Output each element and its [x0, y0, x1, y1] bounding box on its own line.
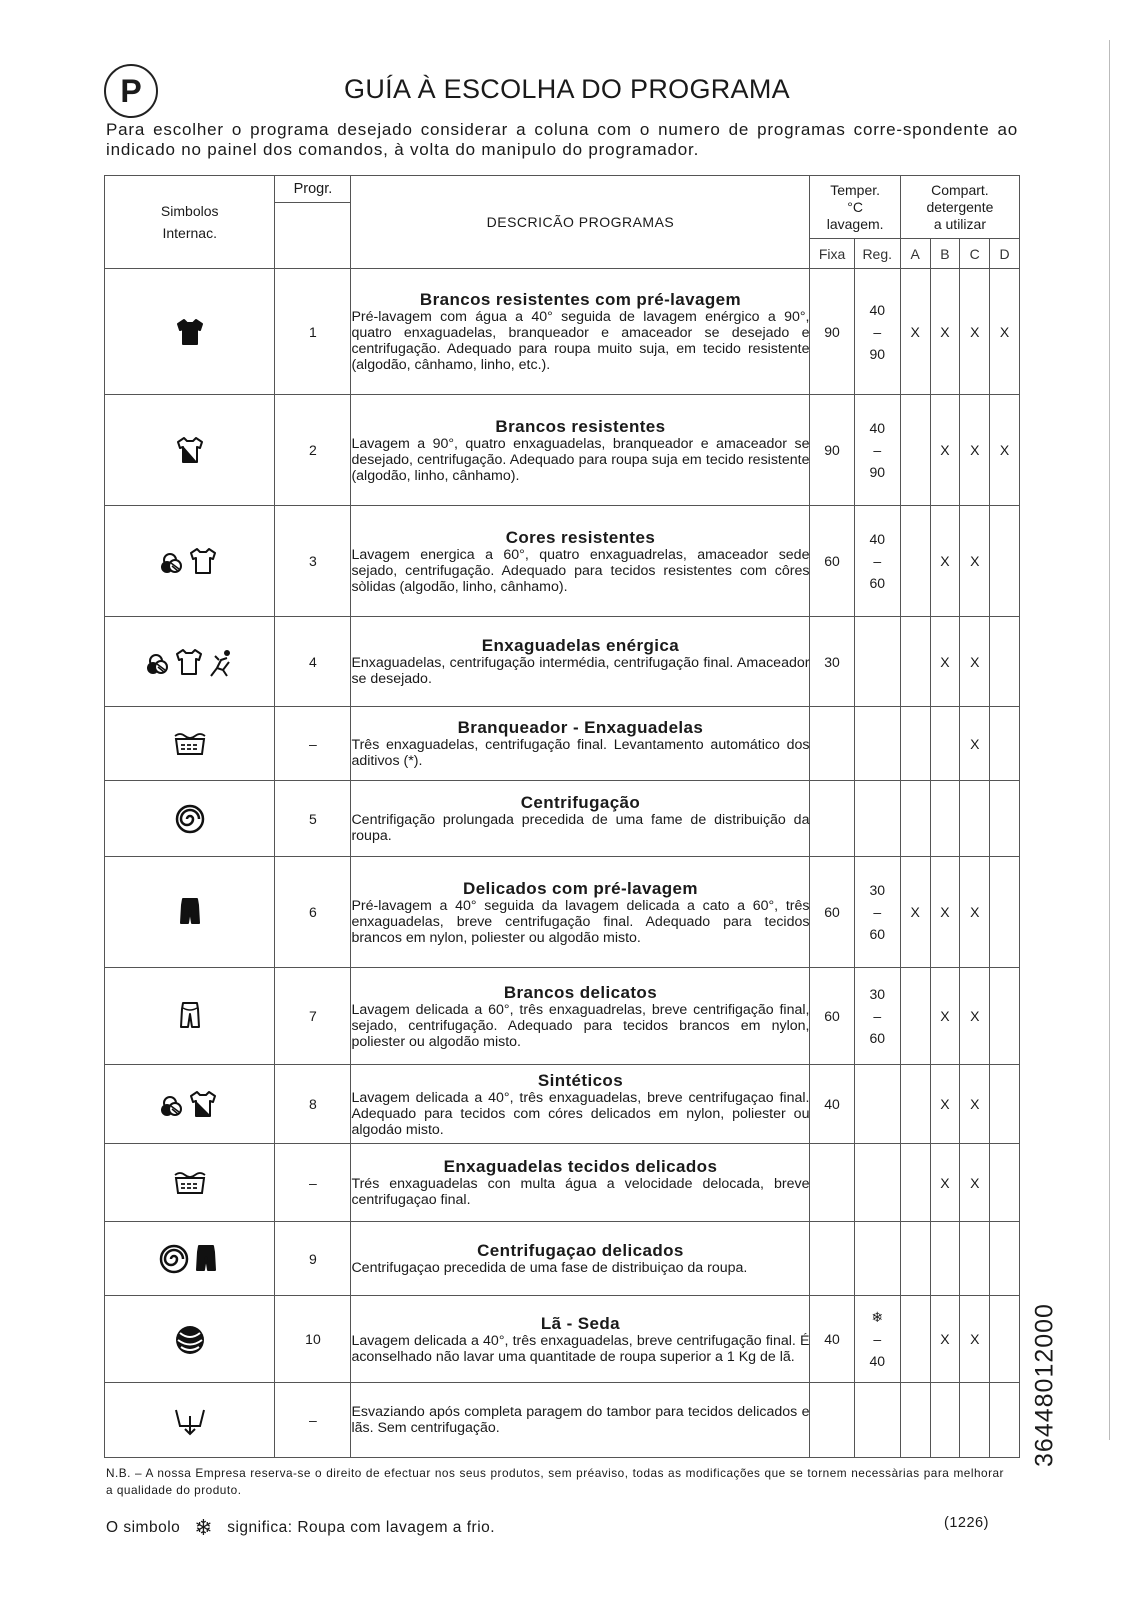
compart-mark-c: X [960, 968, 990, 1065]
reg-temp [854, 1065, 900, 1144]
reg-temp [854, 269, 900, 395]
program-row [105, 968, 1020, 1065]
compart-mark-a: X [900, 857, 930, 968]
compart-mark-d [990, 1296, 1020, 1383]
compart-mark-d [990, 1222, 1020, 1296]
legend-prefix: O simbolo [106, 1519, 181, 1536]
program-number: 10 [275, 1296, 351, 1383]
compart-mark-a [900, 1383, 930, 1458]
fixed-temp [810, 1144, 854, 1222]
header-prog: Progr. [275, 176, 351, 203]
compart-mark-c: X [960, 1144, 990, 1222]
compart-mark-d [990, 1383, 1020, 1458]
symbol-cell [105, 395, 275, 506]
compart-mark-b [930, 781, 960, 857]
spin-icon [105, 803, 274, 835]
compart-mark-d: X [990, 395, 1020, 506]
symbol-cell [105, 506, 275, 617]
reg-temp-value: 60 [869, 926, 886, 942]
reg-temp [854, 1144, 900, 1222]
reg-temp-value: 40 [869, 1353, 886, 1369]
program-description [351, 1383, 810, 1458]
program-row [105, 506, 1020, 617]
symbol-cell [105, 968, 275, 1065]
compart-mark-d [990, 506, 1020, 617]
compart-mark-b: X [930, 269, 960, 395]
cotton-icon [105, 434, 274, 466]
reg-temp-value: 40 [869, 420, 886, 436]
program-row [105, 1144, 1020, 1222]
program-row [105, 395, 1020, 506]
program-text: Lavagem delicada a 40°, três enxaguadelas, breve centrifugaçao final. Adequado para tecidos com córes delicados em nylon, poliester ou algodáo misto. [351, 1089, 810, 1138]
fixed-temp [810, 1383, 854, 1458]
symbol-cell [105, 781, 275, 857]
reg-temp [854, 707, 900, 781]
delicate-filled-icon [105, 896, 274, 928]
program-row [105, 781, 1020, 857]
program-row [105, 1383, 1020, 1458]
spin-delicate-icon [105, 1243, 274, 1275]
program-description [351, 395, 810, 506]
program-title: Branqueador - Enxaguadelas [457, 718, 704, 737]
program-title: Brancos resistentes com pré-lavagem [419, 290, 741, 309]
program-title: Delicados com pré-lavagem [463, 878, 698, 898]
reg-temp [854, 857, 900, 968]
program-text: Lavagem energica a 60°, quatro enxaguadrelas, amaceador sede sejado, centrifugação. Adequado para tecidos resistentes com côres sòlidas (algodão, linho, cânhamo). [351, 546, 810, 595]
compart-mark-a [900, 1222, 930, 1296]
compart-mark-d [990, 617, 1020, 707]
snowflake-icon: ❄ [194, 1515, 214, 1540]
header-compart-d: D [990, 239, 1020, 269]
compart-mark-b: X [930, 617, 960, 707]
program-number: – [275, 1144, 351, 1222]
reg-temp-value: 40 [869, 531, 886, 547]
program-description [351, 968, 810, 1065]
program-title: Enxaguadelas enérgica [481, 636, 680, 655]
header-compart-c: C [960, 239, 990, 269]
reg-temp-value: – [873, 323, 882, 340]
header-symbols: Simbolos Internac. [105, 176, 275, 269]
program-number: 2 [275, 395, 351, 506]
fixed-temp: 90 [810, 395, 854, 506]
compart-mark-d [990, 1144, 1020, 1222]
fixed-temp: 60 [810, 968, 854, 1065]
program-number: 1 [275, 269, 351, 395]
compart-mark-b [930, 707, 960, 781]
reg-temp-value: 60 [869, 575, 886, 591]
program-title: Centrifugação [520, 793, 641, 812]
white-cotton-icon [105, 316, 274, 348]
compart-mark-c [960, 1383, 990, 1458]
program-row [105, 269, 1020, 395]
program-number: 5 [275, 781, 351, 857]
compart-mark-a: X [900, 269, 930, 395]
header-compart-a: A [900, 239, 930, 269]
reg-temp [854, 395, 900, 506]
header-prog-blank [275, 203, 351, 269]
reg-temp-value: 90 [869, 345, 886, 362]
reg-temp-value: – [873, 553, 882, 569]
symbol-cell [105, 1222, 275, 1296]
compart-mark-d [990, 857, 1020, 968]
intro-text: Para escolher o programa desejado considerar a coluna com o numero de programas corre-spondente ao indicado no painel dos comandos, à volta do manipulo do programador. [106, 120, 1018, 159]
compart-mark-a [900, 1144, 930, 1222]
compart-mark-a [900, 707, 930, 781]
program-number: – [275, 707, 351, 781]
symbol-cell [105, 1144, 275, 1222]
delicate-outline-icon [105, 1000, 274, 1032]
program-text: Esvaziando após completa paragem do tambor para tecidos delicados e lãs. Sem centrifugação. [351, 1404, 810, 1436]
compart-mark-d: X [990, 269, 1020, 395]
fixed-temp: 60 [810, 506, 854, 617]
program-text: Pré-lavagem a 40° seguida da lavagem delicada a cato a 60°, três enxaguadelas, breve centrifugação final. Adequado para tecidos brancos em nylon, poliester ou algodão misto. [351, 897, 810, 946]
reg-temp [854, 1383, 900, 1458]
symbol-cell [105, 857, 275, 968]
compart-mark-a [900, 1296, 930, 1383]
compart-mark-c: X [960, 269, 990, 395]
compart-mark-c: X [960, 617, 990, 707]
compart-mark-c [960, 1222, 990, 1296]
header-compartment: Compart. detergente a utilizar [900, 176, 1019, 239]
compart-mark-a [900, 506, 930, 617]
reg-temp [854, 968, 900, 1065]
program-description [351, 707, 810, 781]
symbol-cell [105, 617, 275, 707]
compart-mark-b: X [930, 395, 960, 506]
program-number: 6 [275, 857, 351, 968]
program-number: – [275, 1383, 351, 1458]
rinse-tub-icon [105, 728, 274, 760]
compart-mark-c: X [960, 1065, 990, 1144]
compart-mark-b: X [930, 1296, 960, 1383]
program-guide-table [104, 175, 1020, 1458]
symbol-cell [105, 1296, 275, 1383]
compart-mark-c: X [960, 857, 990, 968]
program-title: Enxaguadelas tecidos delicados [443, 1157, 718, 1176]
reg-temp-value: 60 [869, 1030, 886, 1046]
fixed-temp [810, 781, 854, 857]
program-number: 7 [275, 968, 351, 1065]
compart-mark-a [900, 1065, 930, 1144]
header-temperature: Temper. °C lavagem. [810, 176, 900, 239]
compart-mark-b: X [930, 857, 960, 968]
fixed-temp [810, 707, 854, 781]
header-temp-reg: Reg. [854, 239, 900, 269]
program-title: Lã - Seda [540, 1313, 621, 1333]
program-text: Lavagem delicada a 40°, três enxaguadelas, breve centrifugação final. É aconselhado não lavar uma quantitade de roupa superior a 1 Kg de lã. [351, 1332, 810, 1365]
program-title: Brancos resistentes [495, 416, 666, 436]
fixed-temp [810, 1222, 854, 1296]
compart-mark-b: X [930, 506, 960, 617]
reg-temp-value: – [873, 1008, 882, 1024]
program-title: Centrifugaçao delicados [477, 1241, 684, 1260]
compart-mark-a [900, 781, 930, 857]
reg-temp [854, 1296, 900, 1383]
cold-wash-legend [106, 1515, 495, 1541]
header-compart-b: B [930, 239, 960, 269]
page-edge-line [1109, 40, 1110, 1440]
compart-mark-b [930, 1383, 960, 1458]
reg-temp-value: 90 [869, 464, 886, 480]
program-text: Pré-lavagem com água a 40° seguida de lavagem enérgico a 90°, quatro enxaguadelas, branqueador e amaceador se desejado e centrifugação. Adequado para roupa muito suja, em tecido resistente (algodão, cânhamo, linho, etc.). [351, 309, 810, 373]
reg-temp-value: 30 [869, 986, 886, 1002]
program-description [351, 781, 810, 857]
header-description: DESCRICÃO PROGRAMAS [351, 176, 810, 269]
fixed-temp: 60 [810, 857, 854, 968]
program-description [351, 1065, 810, 1144]
compart-mark-b: X [930, 1144, 960, 1222]
compart-mark-a [900, 968, 930, 1065]
program-description [351, 1222, 810, 1296]
reg-temp-value: 30 [869, 882, 886, 898]
reference-code: (1226) [944, 1515, 989, 1531]
program-title: Brancos delicatos [503, 982, 658, 1002]
program-description [351, 269, 810, 395]
reg-temp [854, 506, 900, 617]
energetic-rinse-icon [105, 646, 274, 678]
fixed-temp: 40 [810, 1065, 854, 1144]
compart-mark-d [990, 1065, 1020, 1144]
symbol-cell [105, 707, 275, 781]
program-description [351, 1296, 810, 1383]
symbol-cell [105, 269, 275, 395]
header-temp-fixed: Fixa [810, 239, 854, 269]
reg-temp [854, 781, 900, 857]
reg-temp-value: – [873, 904, 882, 920]
fixed-temp: 30 [810, 617, 854, 707]
synthetics-icon [105, 1088, 274, 1120]
fixed-temp: 40 [810, 1296, 854, 1383]
program-description [351, 617, 810, 707]
compart-mark-c: X [960, 707, 990, 781]
fixed-temp: 90 [810, 269, 854, 395]
rinse-tub-icon [105, 1167, 274, 1199]
program-text: Três enxaguadelas, centrifugação final. Levantamento automático dos aditivos (*). [351, 737, 810, 769]
language-badge: P [104, 64, 158, 118]
compart-mark-c: X [960, 395, 990, 506]
reg-temp-value: – [873, 1331, 882, 1347]
drain-icon [105, 1404, 274, 1436]
reg-temp-value: – [873, 442, 882, 458]
colored-cotton-icon [105, 545, 274, 577]
compart-mark-d [990, 781, 1020, 857]
program-row [105, 617, 1020, 707]
program-row [105, 707, 1020, 781]
program-number: 4 [275, 617, 351, 707]
compart-mark-b: X [930, 1065, 960, 1144]
program-number: 3 [275, 506, 351, 617]
page-title: GUÍA À ESCOLHA DO PROGRAMA [344, 74, 790, 104]
wool-icon [105, 1323, 274, 1355]
program-text: Trés enxaguadelas con multa água a velocidade delocada, breve centrifugaçao final. [351, 1176, 810, 1208]
program-text: Enxaguadelas, centrifugação intermédia, centrifugação final. Amaceador se desejado. [351, 655, 810, 687]
nb-note: N.B. – A nossa Empresa reserva-se o direito de efectuar nos seus produtos, sem préaviso, todas as modificações que se tornem necessàrias para melhorar a qualidade do produto. [106, 1466, 1004, 1497]
reg-temp [854, 1222, 900, 1296]
program-description [351, 857, 810, 968]
program-number: 9 [275, 1222, 351, 1296]
program-text: Centrifugaçao precedida de uma fase de distribuiçao da roupa. [351, 1260, 748, 1276]
symbol-cell [105, 1383, 275, 1458]
program-description [351, 1144, 810, 1222]
compart-mark-d [990, 707, 1020, 781]
legend-suffix: significa: Roupa com lavagem a frio. [227, 1519, 496, 1536]
compart-mark-b [930, 1222, 960, 1296]
program-row [105, 1296, 1020, 1383]
reg-temp-value: 40 [869, 301, 886, 318]
program-text: Lavagem delicada a 60°, três enxaguadrelas, breve centrifigação final, sejado, centrifugação. Adequado para tecidos brancos em nylon, poliester ou algodão misto. [351, 1001, 810, 1050]
reg-temp [854, 617, 900, 707]
program-text: Centrifigação prolungada precedida de uma fame de distribuição da roupa. [351, 812, 810, 844]
catalog-number: 36448012000 [1030, 1303, 1059, 1467]
program-text: Lavagem a 90°, quatro enxaguadelas, branqueador e amaceador se desejado, centrifugação. Adequado para roupa suja em tecido resistente (algodão, linho, cânhamo). [351, 435, 810, 484]
program-title: Cores resistentes [505, 527, 656, 547]
program-number: 8 [275, 1065, 351, 1144]
compart-mark-a [900, 395, 930, 506]
program-row [105, 1065, 1020, 1144]
compart-mark-a [900, 617, 930, 707]
symbol-cell [105, 1065, 275, 1144]
reg-temp-value: ❄ [871, 1309, 884, 1325]
compart-mark-c: X [960, 1296, 990, 1383]
program-title: Sintéticos [537, 1070, 624, 1090]
compart-mark-b: X [930, 968, 960, 1065]
compart-mark-c: X [960, 506, 990, 617]
program-row [105, 857, 1020, 968]
program-description [351, 506, 810, 617]
program-row [105, 1222, 1020, 1296]
compart-mark-c [960, 781, 990, 857]
compart-mark-d [990, 968, 1020, 1065]
